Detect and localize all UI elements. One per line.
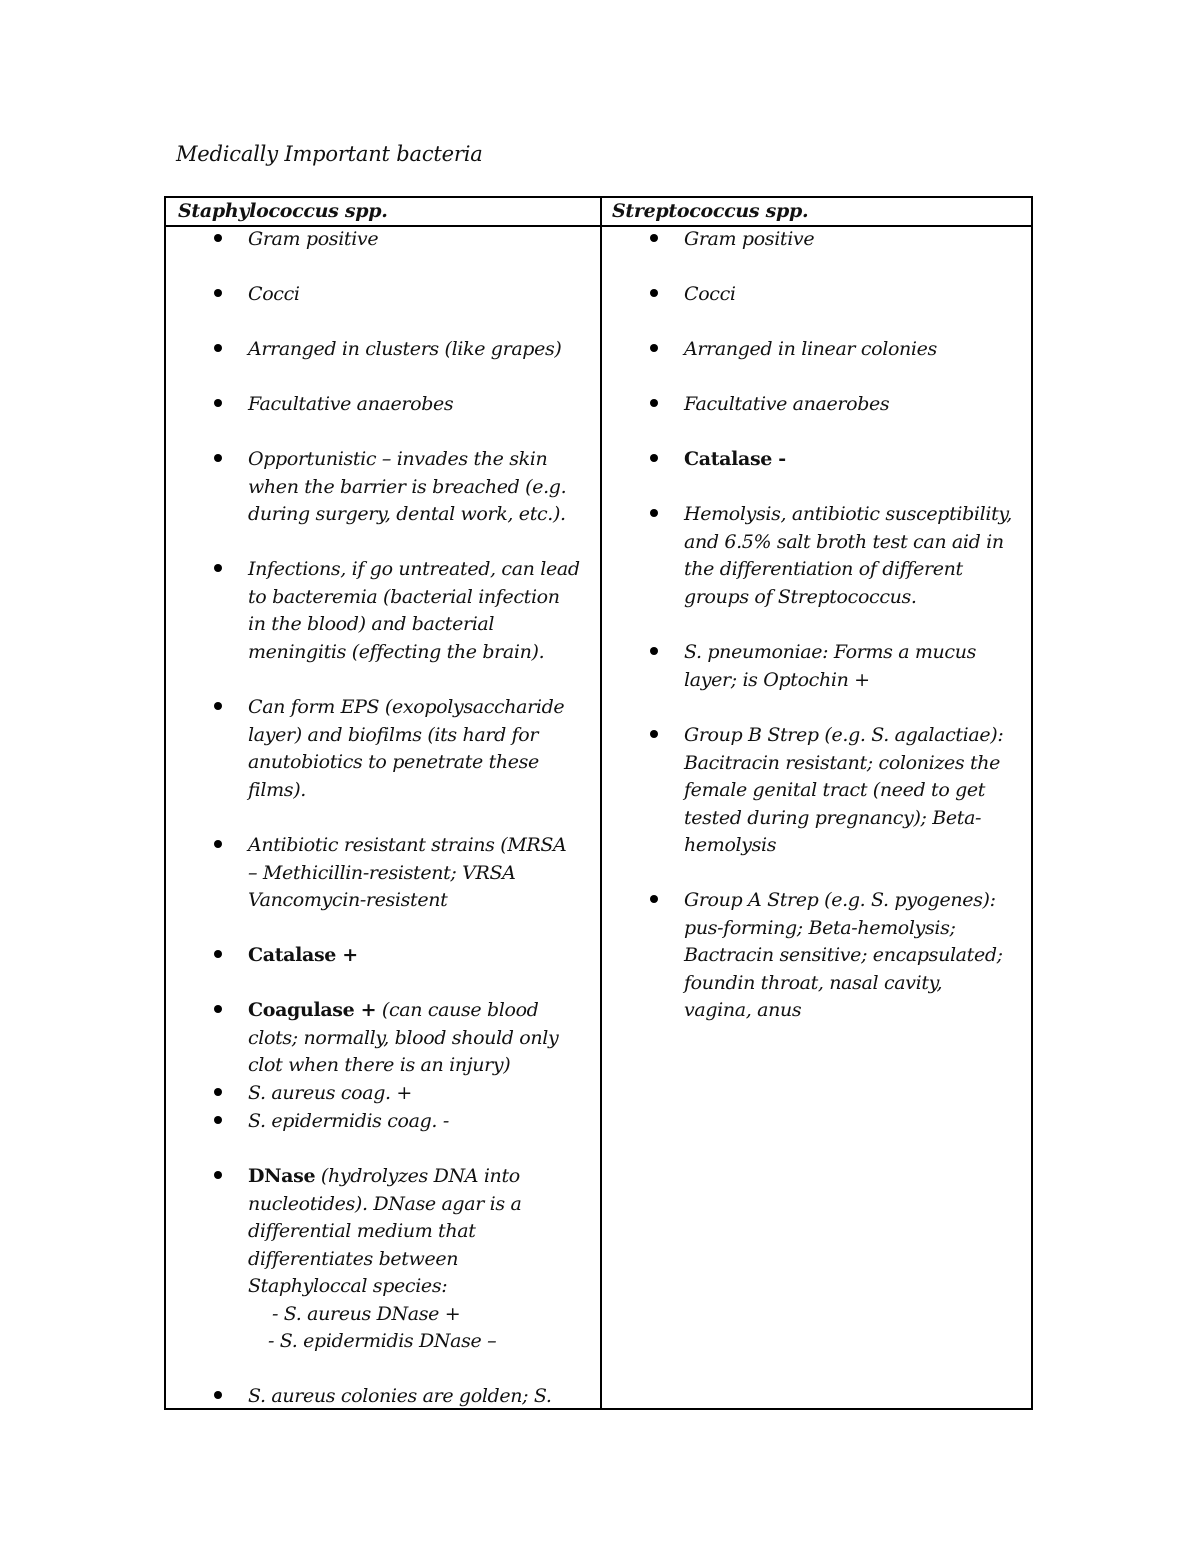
bullet-icon — [214, 234, 222, 242]
bullet-icon — [650, 895, 658, 903]
streptococcus-header: Streptococcus spp. — [612, 200, 809, 222]
bullet-icon — [214, 564, 222, 572]
staph-item-shape: Cocci — [248, 283, 300, 305]
bullet-icon — [650, 647, 658, 655]
staph-item-aureus-coag: S. aureus coag. + — [248, 1082, 412, 1104]
staph-item-infections: Infections, if go untreated, can lead to bacteremia (bacterial infection in the blood) and bacterial meningitis (effecting the brain). — [248, 558, 580, 663]
staphylococcus-header: Staphylococcus spp. — [178, 200, 388, 222]
bullet-icon — [650, 399, 658, 407]
staph-item-resistance: Antibiotic resistant strains (MRSA – Methicillin-resistent; VRSA Vancomycin-resistent — [248, 834, 567, 911]
staph-item-anaerobe: Facultative anaerobes — [248, 393, 454, 415]
bullet-icon — [650, 344, 658, 352]
dnase-bold-label: DNase — [248, 1165, 316, 1187]
bullet-icon — [214, 1116, 222, 1124]
staph-item-gram: Gram positive — [248, 228, 379, 250]
bullet-icon — [214, 454, 222, 462]
strep-item-group-a: Group A Strep (e.g. S. pyogenes): pus-forming; Beta-hemolysis; Bactracin sensitive; encapsulated; foundin throat, nasal cavity, vagina, anus — [684, 889, 1003, 1021]
bullet-icon — [650, 454, 658, 462]
bullet-icon — [650, 234, 658, 242]
bullet-icon — [214, 399, 222, 407]
staph-item-coagulase — [248, 997, 592, 1080]
staph-item-arrangement: Arranged in clusters (like grapes) — [248, 338, 562, 360]
strep-item-gram: Gram positive — [684, 228, 815, 250]
bullet-icon — [214, 289, 222, 297]
staph-item-opportunistic: Opportunistic – invades the skin when the barrier is breached (e.g. during surgery, dental work, etc.). — [248, 448, 567, 525]
bullet-icon — [214, 1391, 222, 1399]
coagulase-note: (can cause blood clots; normally, blood should only clot when there is an injury) — [248, 999, 559, 1076]
bullet-icon — [214, 1171, 222, 1179]
staph-item-dnase — [248, 1163, 592, 1301]
staph-item-colonies: S. aureus colonies are golden; S. — [248, 1385, 552, 1407]
strep-item-group-b: Group B Strep (e.g. S. agalactiae): Bacitracin resistant; colonizes the female genital tract (need to get tested during pregnancy); Beta- hemolysis — [684, 724, 1004, 856]
bullet-icon — [214, 344, 222, 352]
staph-subitem-epidermidis-dnase: - S. epidermidis DNase – — [268, 1330, 497, 1352]
strep-item-arrangement: Arranged in linear colonies — [684, 338, 937, 360]
strep-item-anaerobe: Facultative anaerobes — [684, 393, 890, 415]
bullet-icon — [214, 840, 222, 848]
staph-item-epidermidis-coag: S. epidermidis coag. - — [248, 1110, 449, 1132]
bullet-icon — [650, 509, 658, 517]
strep-item-pneumoniae: S. pneumoniae: Forms a mucus layer; is Optochin + — [684, 641, 977, 691]
bullet-icon — [214, 950, 222, 958]
streptococcus-column — [602, 226, 1033, 1408]
bacteria-comparison-table — [164, 196, 1033, 1410]
bullet-icon — [650, 289, 658, 297]
staphylococcus-column — [166, 226, 598, 1408]
strep-item-differentiation: Hemolysis, antibiotic susceptibility, and 6.5% salt broth test can aid in the differentiation of different groups of Streptococcus. — [684, 503, 1012, 608]
bullet-icon — [650, 730, 658, 738]
bullet-icon — [214, 1005, 222, 1013]
strep-item-catalase: Catalase - — [684, 448, 786, 470]
dnase-note: (hydrolyzes DNA into nucleotides). DNase agar is a differential medium that differentiates between Staphyloccal species: — [248, 1165, 522, 1297]
staph-item-catalase: Catalase + — [248, 944, 358, 966]
strep-item-shape: Cocci — [684, 283, 736, 305]
bullet-icon — [214, 702, 222, 710]
staph-item-biofilm: Can form EPS (exopolysaccharide layer) and biofilms (its hard for anutobiotics to penetrate these films). — [248, 696, 565, 801]
coagulase-bold-label: Coagulase + — [248, 999, 377, 1021]
staph-subitem-aureus-dnase: - S. aureus DNase + — [272, 1303, 461, 1325]
bullet-icon — [214, 1088, 222, 1096]
document-title: Medically Important bacteria — [176, 142, 483, 166]
